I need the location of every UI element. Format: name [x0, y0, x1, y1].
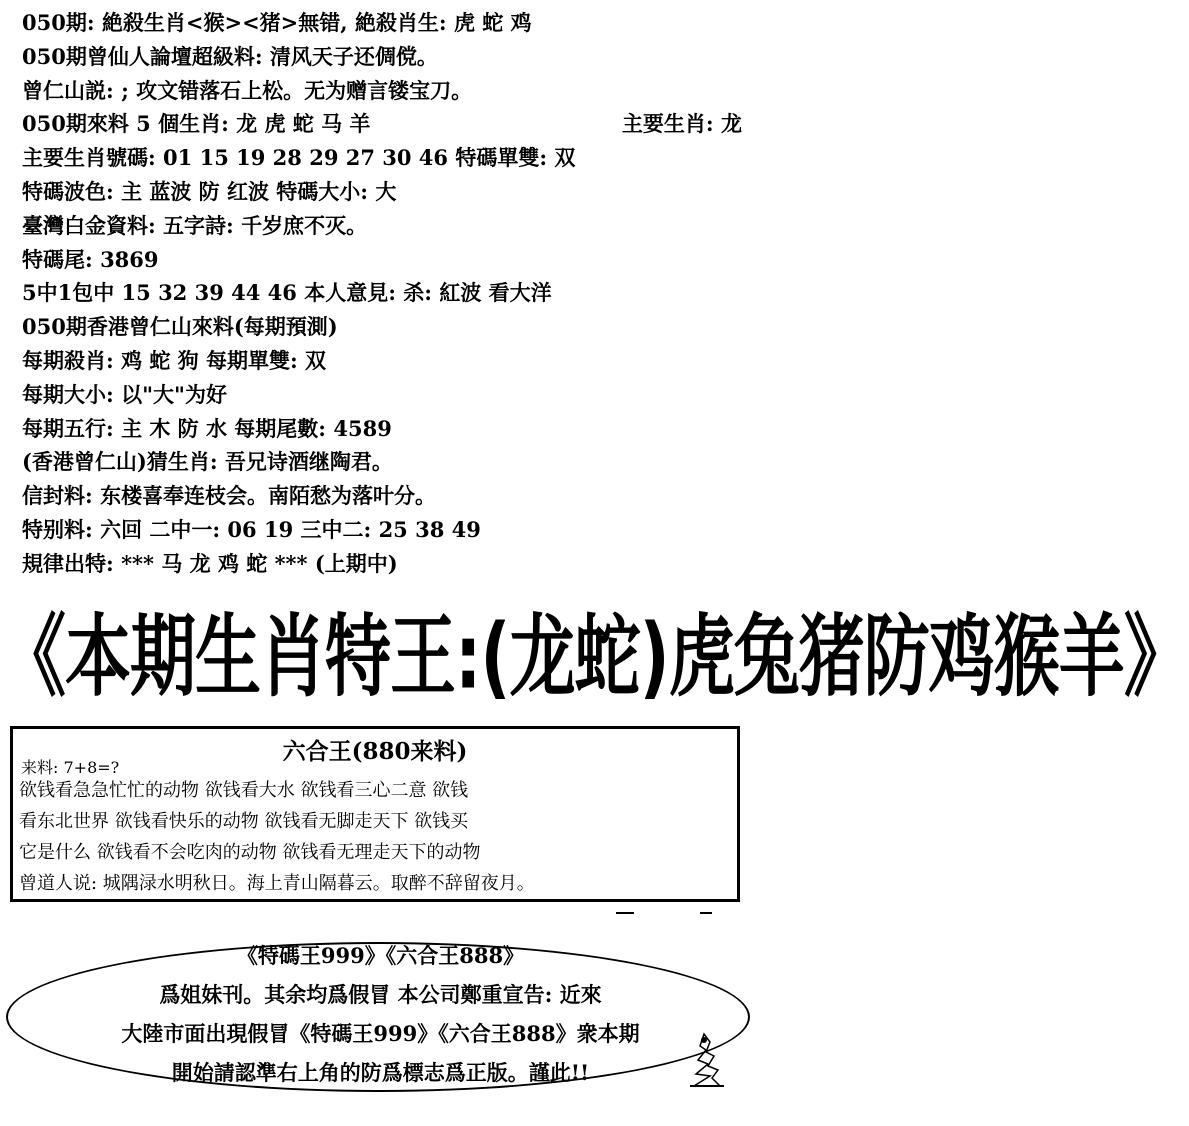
line-4-left: 050期來料 5 個生肖: 龙 虎 蛇 马 羊 — [22, 111, 371, 137]
line-1: 050期: 絶殺生肖<猴><猪>無错, 絶殺肖生: 虎 蛇 鸡 — [22, 10, 532, 35]
notice-line-3: 大陸市面出現假冒《特碼王999》《六合王888》衆本期 — [121, 1021, 640, 1046]
box-line-4: 曾道人说: 城隅渌水明秋日。海上青山隔暮云。取醉不辞留夜月。 — [19, 873, 535, 894]
line-15: 信封料: 东楼喜奉连枝会。南陌愁为落叶分。 — [22, 483, 437, 509]
divider-dash — [700, 912, 712, 914]
line-9: 5中1包中 15 32 39 44 46 本人意見: 杀: 紅波 看大洋 — [22, 280, 552, 306]
line-14: (香港曾仁山)猜生肖: 吾兄诗酒继陶君。 — [22, 449, 393, 475]
line-11: 每期殺肖: 鸡 蛇 狗 每期單雙: 双 — [22, 347, 327, 373]
anti-counterfeit-logo-icon — [680, 1032, 726, 1088]
notice-text — [0, 936, 761, 1092]
line-4 — [22, 107, 752, 141]
line-17: 規律出特: *** 马 龙 鸡 蛇 *** (上期中) — [22, 550, 398, 576]
box-question: 来料: 7+8=? — [21, 758, 120, 777]
line-6: 特碼波色: 主 蓝波 防 红波 特碼大小: 大 — [22, 178, 397, 204]
line-4-right: 主要生肖: 龙 — [621, 111, 742, 137]
line-16: 特别料: 六回 二中一: 06 19 三中二: 25 38 49 — [22, 516, 481, 542]
divider-dash — [616, 912, 634, 914]
liuhe-box — [10, 726, 740, 902]
headline-banner: 《本期生肖特王:(龙蛇)虎兔猪防鸡猴羊》 — [0, 605, 1189, 710]
box-line-2: 看东北世界 欲钱看快乐的动物 欲钱看无脚走天下 欲钱买 — [19, 811, 469, 832]
line-2: 050期曾仙人論壇超級料: 清风天子还倜傥。 — [22, 43, 438, 69]
line-3: 曾仁山説: ; 攻文错落石上松。无为赠言镂宝刀。 — [22, 77, 473, 103]
notice-line-1: 《特碼王999》《六合王888》 — [236, 943, 525, 968]
notice-line-2: 爲姐妹刊。其余均爲假冒 本公司鄭重宣告: 近來 — [159, 982, 602, 1007]
notice-line-4: 開始請認準右上角的防爲標志爲正版。謹此!! — [171, 1060, 590, 1085]
box-line-3: 它是什么 欲钱看不会吃肉的动物 欲钱看无理走天下的动物 — [19, 842, 481, 863]
line-8: 特碼尾: 3869 — [22, 246, 159, 272]
box-body — [19, 775, 735, 899]
line-12: 每期大小: 以"大"为好 — [22, 381, 227, 407]
line-13: 每期五行: 主 木 防 水 每期尾數: 4589 — [22, 415, 392, 441]
line-5: 主要生肖號碼: 01 15 19 28 29 27 30 46 特碼單雙: 双 — [22, 145, 576, 171]
text-lines — [22, 6, 752, 581]
box-title: 六合王(880来料) — [282, 738, 468, 765]
box-line-1: 欲钱看急急忙忙的动物 欲钱看大水 欲钱看三心二意 欲钱 — [19, 780, 469, 801]
line-7: 臺灣白金資料: 五字詩: 千岁庶不灭。 — [22, 212, 368, 238]
line-10: 050期香港曾仁山來料(每期預測) — [22, 314, 338, 340]
